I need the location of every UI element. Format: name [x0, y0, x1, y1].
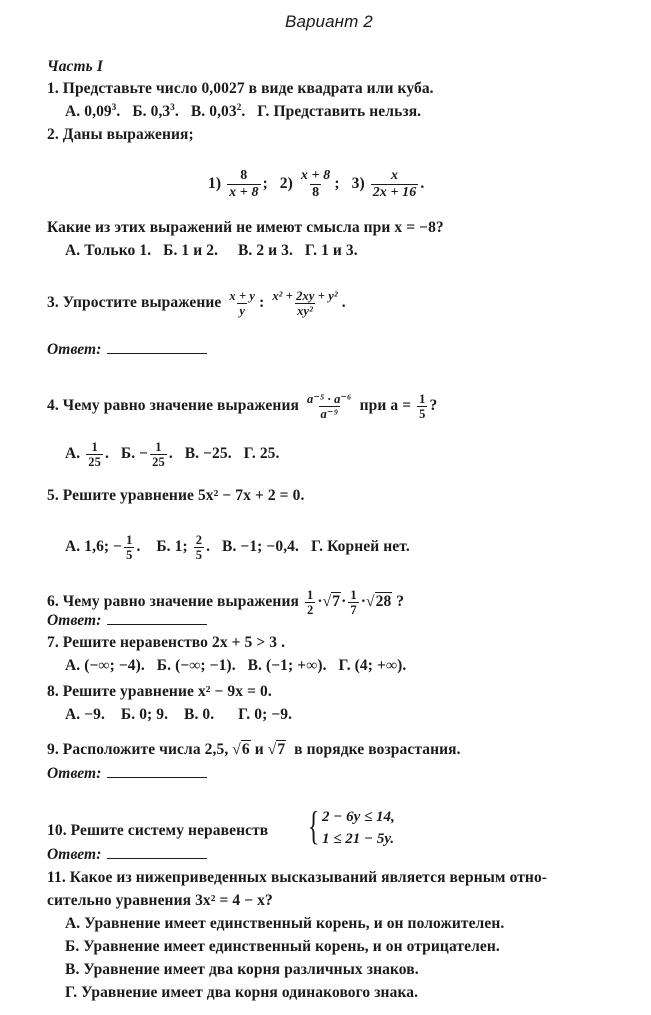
q3-answer: Ответ:	[47, 341, 207, 359]
q1-opt-a: А. 0,09$^3$.	[65, 101, 121, 120]
q2-text: 2. Даны выражения;	[47, 126, 194, 143]
q4-fraction: $\frac{\text{a⁻⁵ · a⁻⁶}}{\text{a⁻⁹}}$	[306, 392, 352, 421]
q8-options: А. −9. Б. 0; 9. В. 0. Г. 0; −9.	[65, 706, 293, 723]
q2-options: А. Только 1. Б. 1 и 2. В. 2 и 3. Г. 1 и 3.	[65, 242, 358, 259]
q11-opt-c: В. Уравнение имеет два корня различных знаков.	[65, 961, 419, 978]
q4-a-value: $\frac{1}{5}$	[419, 392, 426, 421]
q9-answer-blank[interactable]	[107, 776, 207, 778]
q11-opt-d: Г. Уравнение имеет два корня одинакового знака.	[65, 984, 419, 1001]
q1-opt-d: Г. Представить нельзя.	[257, 103, 422, 120]
q6-fraction-1: $\frac{1}{2}$	[306, 588, 314, 617]
q10-brace: {	[307, 803, 320, 848]
q5-options: А. 1,6; − $\frac{1}{5}$ . Б. 1; $\frac{2}{5}$ . В. −1; −0,4. Г. Корней нет.	[65, 533, 410, 562]
q1-text: 1. Представьте число 0,0027 в виде квадрата или куба.	[47, 80, 434, 97]
q1-opt-c: В. 0,03$^2$.	[190, 101, 246, 120]
q6-answer-blank[interactable]	[107, 623, 207, 625]
q6-line: 6. Чему равно значение выражения $\frac{1}{2}$ ·√7· $\frac{1}{7}$ ·√28 ?	[47, 588, 405, 617]
q2-expressions: 1) $\frac{8}{x + 8}$ ; 2) $\frac{x + 8}{8}$ ; 3) $\frac{x}{2x + 16}$ .	[208, 168, 425, 200]
q4-opt-a-fraction: $\frac{1}{25}$	[88, 440, 101, 469]
q10-text: 10. Решите систему неравенств	[47, 822, 269, 839]
q7-text: 7. Решите неравенство 2x + 5 > 3 .	[47, 634, 286, 651]
q7-options: А. (−∞; −4). Б. (−∞; −1). В. (−1; +∞). Г. (4; +∞).	[65, 657, 407, 674]
q8-text: 8. Решите уравнение x² − 9x = 0.	[47, 683, 272, 700]
q3-fraction-2: $\frac{\text{x² + 2xy + y²}}{\text{xy²}}$	[272, 289, 338, 318]
q2-expr-2: $\frac{x + 8}{8}$	[300, 168, 331, 200]
q5-opt-b-fraction: $\frac{2}{5}$	[195, 533, 203, 562]
q9-answer: Ответ:	[47, 765, 207, 783]
q3-fraction-1: $\frac{x + y}{y}$	[229, 289, 256, 318]
q10-ineq-2: 1 ≤ 21 − 5y.	[322, 831, 395, 847]
q11-opt-b: Б. Уравнение имеет единственный корень, и он отрицателен.	[65, 938, 500, 955]
q4-options: А. $\frac{1}{25}$ . Б. − $\frac{1}{25}$ . В. −25. Г. 25.	[65, 440, 280, 469]
q2-expr-3: $\frac{x}{2x + 16}$	[372, 168, 417, 200]
q4-line: 4. Чему равно значение выражения $\frac{\text{a⁻⁵ · a⁻⁶}}{\text{a⁻⁹}}$ при a = $\frac{1}{5}$ ?	[47, 392, 438, 421]
q6-fraction-2: $\frac{1}{7}$	[350, 588, 357, 617]
q3-answer-blank[interactable]	[107, 352, 207, 354]
q1-options	[65, 103, 421, 121]
q6-text: 6. Чему равно значение выражения	[47, 593, 299, 611]
q5-text: 5. Решите уравнение 5x² − 7x + 2 = 0.	[47, 487, 305, 504]
q2-question: Какие из этих выражений не имеют смысла при x = −8?	[47, 219, 444, 236]
q6-answer: Ответ:	[47, 612, 207, 630]
q11-line-1: 11. Какое из нижеприведенных высказываний является верным отно-	[47, 869, 548, 886]
q2-expr-1: $\frac{8}{x + 8}$	[229, 168, 259, 200]
variant-title: Вариант 2	[285, 12, 373, 31]
q4-text: 4. Чему равно значение выражения	[47, 397, 299, 415]
q10-answer-blank[interactable]	[107, 857, 207, 859]
q10-ineq-1: 2 − 6y ≤ 14,	[322, 809, 395, 825]
q3-line: 3. Упростите выражение $\frac{x + y}{y}$ : $\frac{\text{x² + 2xy + y²}}{\text{xy²}}$ .	[47, 289, 346, 318]
q10-answer: Ответ:	[47, 846, 207, 864]
q10-system	[307, 803, 395, 850]
q11-line-2: сительно уравнения 3x² = 4 − x?	[47, 892, 273, 909]
q1-opt-b: Б. $0,3^3$.	[132, 101, 179, 120]
q3-text: 3. Упростите выражение	[47, 294, 222, 312]
q9-line: 9. Расположите числа 2,5, √6 и √7 в порядке возрастания.	[47, 741, 461, 758]
q4-opt-b-fraction: $\frac{1}{25}$	[152, 440, 165, 469]
q5-opt-a-fraction: $\frac{1}{5}$	[126, 533, 133, 562]
part-heading: Часть I	[47, 58, 103, 75]
q11-opt-a: А. Уравнение имеет единственный корень, и он положителен.	[65, 915, 505, 932]
